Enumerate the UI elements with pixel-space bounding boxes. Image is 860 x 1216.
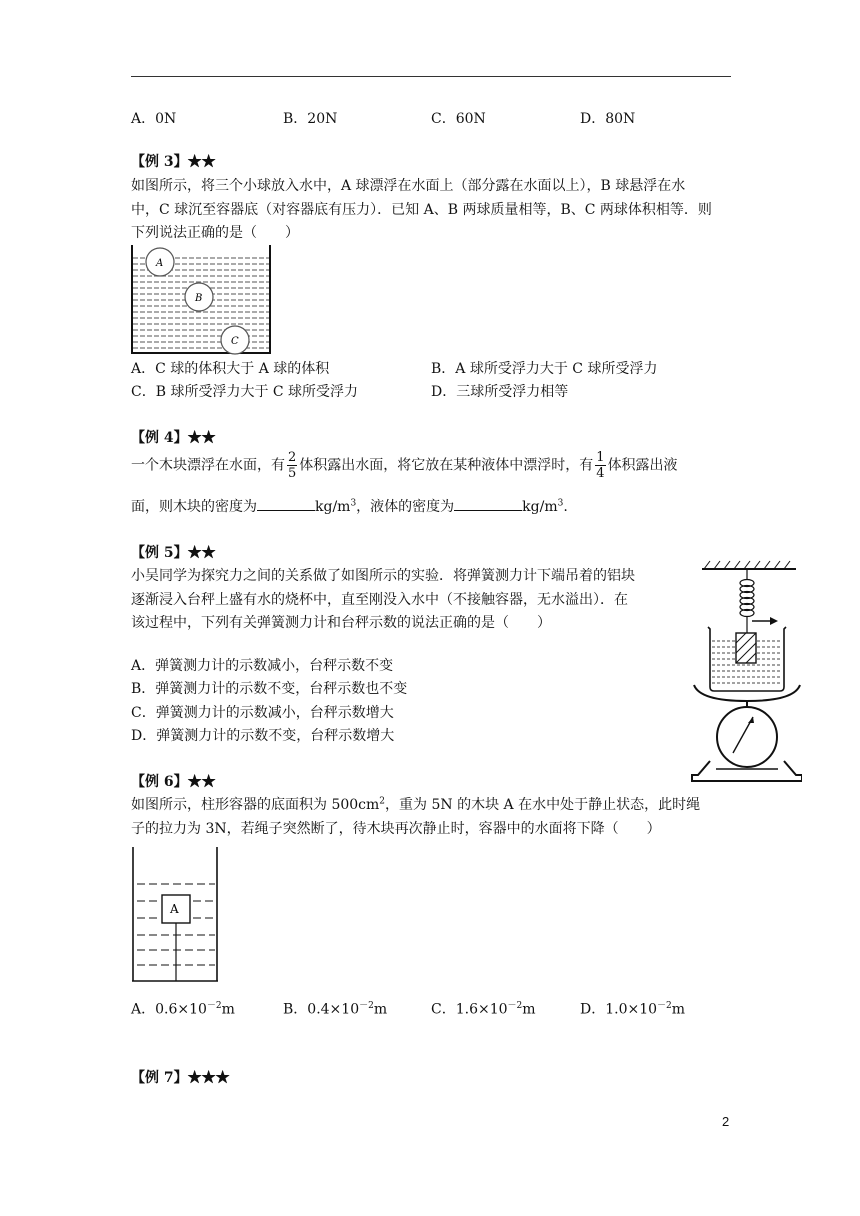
ex4-text5: ，液体的密度为 bbox=[356, 499, 455, 515]
ex5-line1: 小吴同学为探究力之间的关系做了如图所示的实验．将弹簧测力计下端吊着的铝块 bbox=[131, 568, 635, 584]
option-d-unit: m bbox=[671, 1001, 686, 1018]
ex6-text2: ，重为 5N 的木块 A 在水中处于静止状态，此时绳 bbox=[385, 797, 701, 813]
q2-option-a: A．0N bbox=[131, 111, 177, 127]
ex6-option-d bbox=[580, 998, 685, 1019]
ex3-title: 【例 3】★★ bbox=[131, 154, 216, 170]
ball-a-label: A bbox=[156, 258, 164, 269]
option-b-unit: m bbox=[373, 1001, 388, 1018]
ex6-title: 【例 6】★★ bbox=[131, 774, 216, 790]
ex6-line2: 子的拉力为 3N，若绳子突然断了，待木块再次静止时，容器中的水面将下降（ ） bbox=[131, 821, 661, 837]
fraction-one-quarter bbox=[595, 450, 605, 481]
ex3-option-d: D．三球所受浮力相等 bbox=[431, 384, 569, 400]
fraction-numerator: 1 bbox=[596, 450, 605, 465]
ex4-line1 bbox=[131, 450, 678, 481]
ball-b-label: B bbox=[195, 293, 203, 304]
option-c-unit: m bbox=[522, 1001, 536, 1018]
option-a-unit: m bbox=[221, 1001, 235, 1018]
ex3-line1: 如图所示，将三个小球放入水中，A 球漂浮在水面上（部分露在水面以上），B 球悬浮在水 bbox=[131, 178, 686, 194]
ex3-line2: 中，C 球沉至容器底（对容器底有压力）．已知 A、B 两球质量相等，B、C 两球体积相等．则 bbox=[131, 202, 712, 218]
unit-label: kg/m bbox=[522, 499, 558, 515]
ex3-figure bbox=[131, 245, 273, 355]
option-b-exponent: －2 bbox=[359, 1001, 374, 1011]
ex3-option-a: A．C 球的体积大于 A 球的体积 bbox=[131, 361, 330, 377]
ex6-option-a bbox=[131, 998, 235, 1019]
ex4-text3: 体积露出液 bbox=[607, 457, 678, 474]
block-a-label: A bbox=[170, 902, 179, 916]
ex5-scale-figure bbox=[690, 557, 802, 793]
q2-option-d: D．80N bbox=[580, 111, 636, 127]
unit-label: kg/m bbox=[315, 499, 351, 515]
ball-c-label: C bbox=[231, 336, 239, 347]
q2-option-c: C．60N bbox=[431, 111, 486, 127]
ex7-title: 【例 7】★★★ bbox=[131, 1070, 230, 1086]
aluminum-block bbox=[736, 633, 756, 663]
ex6-container-figure bbox=[131, 847, 221, 983]
ex6-option-c bbox=[431, 998, 536, 1019]
ex5-option-a: A．弹簧测力计的示数减小，台秤示数不变 bbox=[131, 658, 394, 674]
fraction-denominator: 4 bbox=[596, 466, 605, 481]
option-a-exponent: －2 bbox=[206, 1001, 222, 1011]
unit-exponent: 3 bbox=[557, 498, 564, 509]
option-a-text: A．0.6×10 bbox=[131, 1001, 207, 1018]
ex3-option-c: C．B 球所受浮力大于 C 球所受浮力 bbox=[131, 384, 359, 400]
ex4-text1: 一个木块漂浮在水面，有 bbox=[131, 457, 285, 474]
ex5-line2: 逐渐浸入台秤上盛有水的烧杯中，直至刚没入水中（不接触容器，无水溢出）．在 bbox=[131, 592, 628, 608]
option-c-text: C．1.6×10 bbox=[431, 1001, 508, 1018]
option-d-exponent: －2 bbox=[657, 1001, 672, 1011]
unit-exponent: 3 bbox=[350, 498, 357, 509]
fraction-denominator: 5 bbox=[288, 466, 297, 481]
ex3-option-b: B．A 球所受浮力大于 C 球所受浮力 bbox=[431, 361, 658, 377]
option-c-exponent: －2 bbox=[507, 1001, 523, 1011]
fraction-numerator: 2 bbox=[288, 450, 297, 465]
wood-density-blank[interactable] bbox=[257, 496, 315, 511]
fraction-two-fifths bbox=[287, 450, 297, 481]
option-d-text: D．1.0×10 bbox=[580, 1001, 658, 1018]
liquid-density-blank[interactable] bbox=[454, 496, 522, 511]
ex4-period: . bbox=[563, 499, 568, 515]
ex5-title: 【例 5】★★ bbox=[131, 545, 216, 561]
option-b-text: B．0.4×10 bbox=[283, 1001, 360, 1018]
header-rule bbox=[131, 76, 731, 77]
ex4-line2 bbox=[131, 496, 568, 516]
ex6-text1: 如图所示，柱形容器的底面积为 500cm bbox=[131, 797, 380, 813]
area-exponent: 2 bbox=[379, 796, 386, 807]
ex4-text4: 面，则木块的密度为 bbox=[131, 499, 257, 515]
ex5-option-c: C．弹簧测力计的示数减小，台秤示数增大 bbox=[131, 705, 394, 721]
ex6-line1 bbox=[131, 794, 700, 814]
ex5-option-b: B．弹簧测力计的示数不变，台秤示数也不变 bbox=[131, 681, 408, 697]
ex3-line3: 下列说法正确的是（ ） bbox=[131, 225, 299, 241]
ex6-option-b bbox=[283, 998, 387, 1019]
ex4-text2: 体积露出水面，将它放在某种液体中漂浮时，有 bbox=[299, 457, 594, 474]
ex5-option-d: D．弹簧测力计的示数不变，台秤示数增大 bbox=[131, 728, 395, 744]
q2-option-b: B．20N bbox=[283, 111, 338, 127]
page-number: 2 bbox=[722, 1114, 730, 1129]
ex5-line3: 该过程中，下列有关弹簧测力计和台秤示数的说法正确的是（ ） bbox=[131, 615, 551, 631]
ex4-title: 【例 4】★★ bbox=[131, 430, 216, 446]
